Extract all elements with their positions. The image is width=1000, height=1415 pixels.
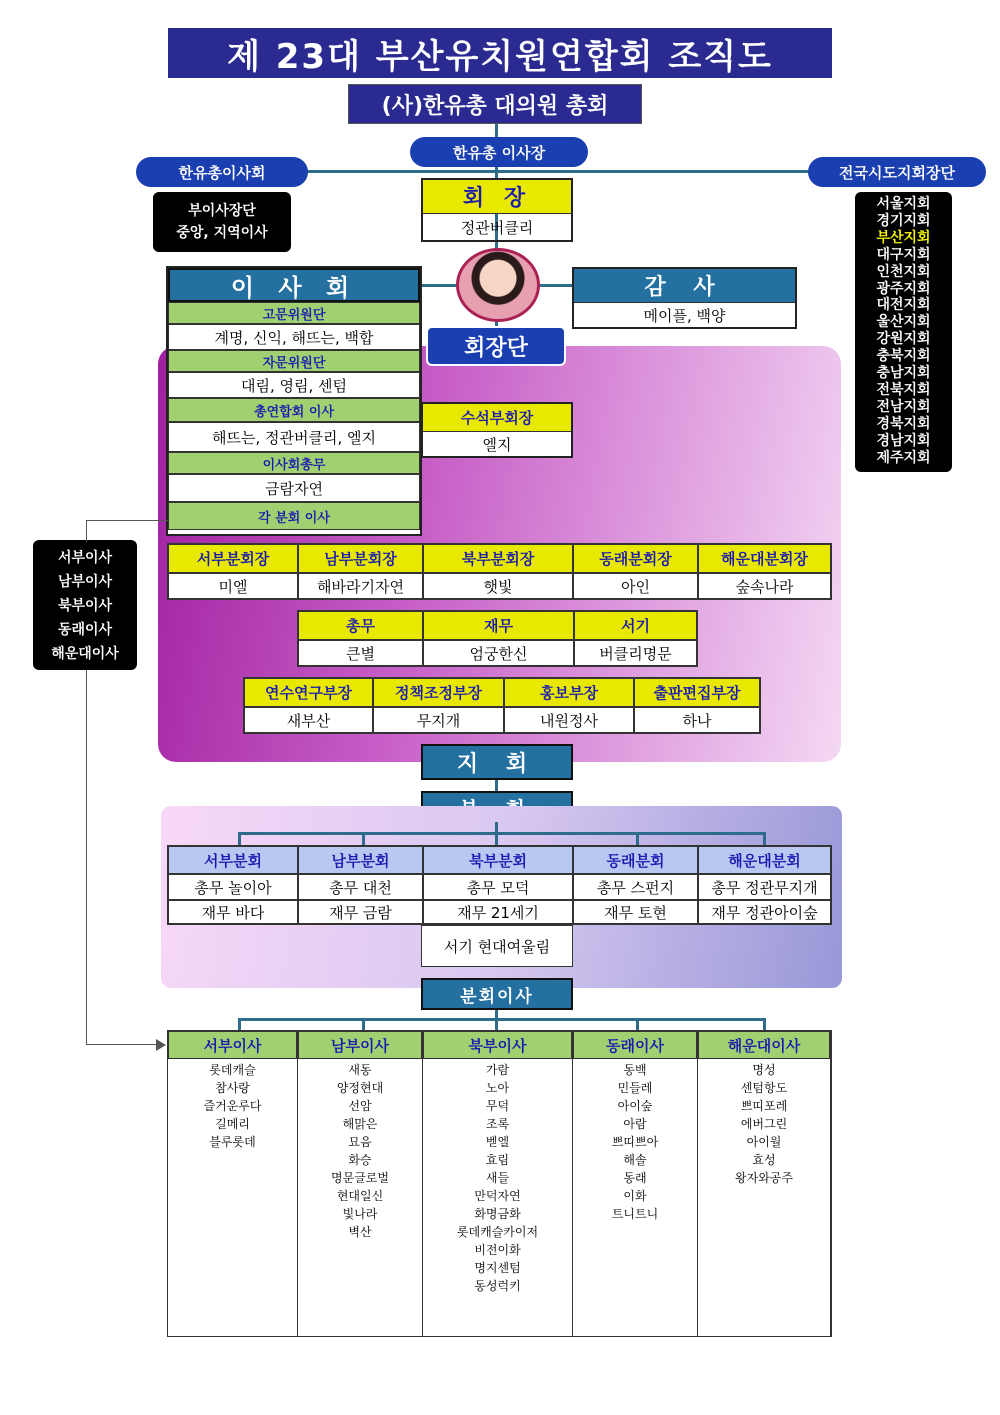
region-item: 전남지회 [876, 398, 931, 415]
director-member: 새동 [348, 1063, 372, 1077]
director-member: 비전이화 [474, 1243, 521, 1257]
director-head: 서부이사 [168, 1031, 297, 1059]
connector-line [636, 1018, 639, 1030]
board-box [166, 266, 422, 536]
connector-line [230, 170, 850, 173]
director-member: 트니트니 [611, 1207, 659, 1221]
officer-head: 서기 [574, 611, 697, 640]
director-member: 화승 [348, 1153, 372, 1167]
director-column [698, 1031, 831, 1336]
president-box [421, 178, 573, 242]
side-directors [33, 540, 137, 670]
director-member: 참사랑 [215, 1081, 250, 1095]
director-member: 블루롯데 [209, 1135, 256, 1149]
director-column [298, 1031, 423, 1336]
vp-table [167, 543, 832, 600]
director-member: 민들레 [617, 1081, 653, 1095]
board-row-value: 계명, 신익, 해뜨는, 백합 [168, 324, 420, 350]
director-members [573, 1059, 697, 1223]
director-member: 노아 [485, 1081, 510, 1095]
director-column [423, 1031, 573, 1336]
director-head: 동래이사 [573, 1031, 697, 1059]
division-treasurer: 총무 모덕 [423, 874, 573, 900]
division-treasurer: 총무 스펀지 [573, 874, 698, 900]
regions-list [855, 192, 952, 472]
director-head: 북부이사 [423, 1031, 572, 1059]
dept-value: 새부산 [244, 707, 373, 733]
dept-value: 내원정사 [504, 707, 634, 733]
exec-team-label: 회장단 [426, 326, 566, 366]
division-column [423, 846, 573, 924]
table-column [573, 544, 698, 599]
senior-vp-label: 수석부회장 [423, 404, 571, 432]
dept-head: 홍보부장 [504, 678, 634, 707]
arrow-line [86, 520, 168, 521]
board-left-pill: 한유총이사회 [136, 157, 308, 187]
connector-line [238, 832, 241, 846]
president-label: 회 장 [423, 180, 571, 214]
director-table [167, 1030, 832, 1337]
connector-line [763, 832, 766, 846]
director-members [298, 1059, 422, 1241]
table-column [423, 544, 573, 599]
side-director-item: 서부이사 [57, 550, 113, 566]
arrow-line [86, 1044, 158, 1045]
region-item: 경북지회 [876, 415, 931, 432]
division-head: 북부분회 [423, 846, 573, 874]
director-member: 효림 [485, 1153, 510, 1167]
director-member: 효성 [752, 1153, 776, 1167]
division-treasurer: 총무 정관무지개 [698, 874, 831, 900]
director-head: 해운대이사 [698, 1031, 830, 1059]
table-column [373, 678, 504, 733]
region-item: 강원지회 [876, 331, 931, 348]
director-members [698, 1059, 830, 1187]
connector-line [238, 832, 766, 835]
director-member: 만덕자연 [474, 1189, 521, 1203]
table-column [574, 611, 697, 666]
table-column [298, 611, 423, 666]
director-member: 롯데캐슬카이저 [456, 1225, 539, 1239]
officer-head: 재무 [423, 611, 574, 640]
vp-value: 숲속나라 [698, 573, 831, 599]
director-member: 해솔 [623, 1153, 647, 1167]
board-right-pill: 전국시도지회장단 [808, 157, 986, 187]
division-table [167, 845, 832, 925]
director-member: 센텀항도 [740, 1081, 788, 1095]
division-head: 남부분회 [298, 846, 423, 874]
board-row-value: 해뜨는, 정관버클리, 엘지 [168, 422, 420, 452]
div-directors-label: 분회이사 [421, 978, 573, 1010]
board-row-head: 자문위원단 [168, 350, 420, 372]
audit-label: 감 사 [574, 269, 795, 303]
director-member: 화명금화 [474, 1207, 521, 1221]
division-column [698, 846, 831, 924]
connector-line [238, 1018, 241, 1030]
vp-value: 햇빛 [423, 573, 573, 599]
division-finance: 재무 토현 [573, 900, 698, 924]
table-column [698, 544, 831, 599]
division-finance: 재무 바다 [168, 900, 298, 924]
connector-line [362, 832, 365, 846]
director-member: 롯데캐슬 [209, 1063, 256, 1077]
director-column [573, 1031, 698, 1336]
connector-line [362, 1018, 365, 1030]
director-member: 벽산 [348, 1225, 372, 1239]
officers-table [297, 610, 698, 667]
director-member: 무덕 [485, 1099, 510, 1113]
division-head: 서부분회 [168, 846, 298, 874]
connector-line [238, 1018, 766, 1021]
director-member: 명성 [752, 1063, 776, 1077]
vp-value: 해바라기자연 [298, 573, 423, 599]
senior-vp-value: 엘지 [482, 435, 512, 454]
board-row-head: 고문위원단 [168, 302, 420, 324]
region-item: 광주지회 [876, 280, 931, 297]
division-head: 동래분회 [573, 846, 698, 874]
division-finance: 재무 정관아이숲 [698, 900, 831, 924]
director-member: 조록 [485, 1117, 510, 1131]
vp-head: 해운대분회장 [698, 544, 831, 573]
region-item: 충북지회 [876, 348, 931, 365]
director-member: 현대일신 [336, 1189, 384, 1203]
table-column [244, 678, 373, 733]
table-column [634, 678, 760, 733]
board-label: 이 사 회 [168, 268, 420, 302]
table-column [504, 678, 634, 733]
table-column [168, 544, 298, 599]
branch-label: 지 회 [421, 744, 573, 780]
side-director-item: 북부이사 [57, 598, 113, 614]
region-item: 부산지회 [876, 229, 931, 246]
arrow-head-icon [156, 1039, 166, 1051]
region-item: 울산지회 [876, 314, 931, 331]
dept-head: 연수연구부장 [244, 678, 373, 707]
board-row-head: 총연합회 이사 [168, 398, 420, 422]
side-director-item: 동래이사 [57, 622, 113, 638]
division-treasurer: 총무 대천 [298, 874, 423, 900]
director-member: 동래 [623, 1171, 647, 1185]
dept-table [243, 677, 761, 734]
chairman-pill: 한유총 이사장 [410, 137, 588, 167]
dept-value: 무지개 [373, 707, 504, 733]
table-column [423, 611, 574, 666]
director-member: 가람 [485, 1063, 510, 1077]
director-column [168, 1031, 298, 1336]
division-finance: 재무 금람 [298, 900, 423, 924]
director-head: 남부이사 [298, 1031, 422, 1059]
audit-value: 메이플, 백양 [643, 306, 726, 325]
member-text: 부이사장단 [188, 203, 256, 219]
officer-value: 버클리명문 [574, 640, 697, 666]
region-item: 서울지회 [876, 196, 931, 212]
director-member: 해맑은 [342, 1117, 378, 1131]
director-members [168, 1059, 297, 1151]
board-left-members [153, 192, 291, 252]
page-title: 제 23대 부산유치원연합회 조직도 [168, 28, 832, 78]
vp-head: 남부분회장 [298, 544, 423, 573]
connector-line [495, 822, 498, 846]
region-item: 대전지회 [876, 297, 931, 314]
arrow-line [86, 670, 87, 1044]
connector-line [636, 832, 639, 846]
director-member: 묘음 [348, 1135, 372, 1149]
table-column [298, 544, 423, 599]
connector-line [763, 1018, 766, 1030]
director-member: 아람 [623, 1117, 647, 1131]
division-finance: 재무 21세기 [423, 900, 573, 924]
region-item: 전북지회 [876, 381, 931, 398]
director-member: 즐거운루다 [203, 1099, 262, 1113]
region-item: 대구지회 [876, 246, 931, 263]
side-director-item: 남부이사 [57, 574, 113, 590]
director-member: 빛나라 [342, 1207, 378, 1221]
region-item: 경기지회 [876, 212, 931, 229]
president-photo [456, 248, 540, 322]
director-member: 벧엘 [485, 1135, 510, 1149]
board-row-head: 이사회총무 [168, 452, 420, 474]
board-row-value: 대림, 영림, 센텀 [168, 372, 420, 398]
vp-value: 미엘 [168, 573, 298, 599]
director-member: 명지센텀 [474, 1261, 521, 1275]
director-member: 쁘띠쁘아 [611, 1135, 659, 1149]
vp-value: 아인 [573, 573, 698, 599]
secretary-cell: 서기 현대여울림 [421, 925, 573, 967]
director-member: 이화 [623, 1189, 647, 1203]
division-column [168, 846, 298, 924]
region-item: 충남지회 [876, 365, 931, 382]
general-assembly-box: (사)한유총 대의원 총회 [348, 84, 642, 124]
division-column [573, 846, 698, 924]
director-members [423, 1059, 572, 1295]
division-column [298, 846, 423, 924]
region-item: 인천지회 [876, 263, 931, 280]
audit-box [572, 267, 797, 329]
director-member: 선암 [348, 1099, 372, 1113]
region-item: 제주지회 [876, 449, 931, 466]
director-member: 아이숲 [617, 1099, 653, 1113]
division-treasurer: 총무 놀이아 [168, 874, 298, 900]
director-member: 아이월 [746, 1135, 782, 1149]
region-item: 경남지회 [876, 432, 931, 449]
president-name: 정관버클리 [460, 218, 534, 237]
dept-head: 출판편집부장 [634, 678, 760, 707]
vp-head: 동래분회장 [573, 544, 698, 573]
director-member: 동성럭키 [474, 1279, 521, 1293]
director-member: 에버그린 [740, 1117, 788, 1131]
arrow-line [86, 520, 87, 542]
director-member: 명문글로벌 [331, 1171, 389, 1185]
vp-head: 서부분회장 [168, 544, 298, 573]
board-row-value: 금람자연 [168, 474, 420, 502]
senior-vp-box [421, 402, 573, 458]
dept-value: 하나 [634, 707, 760, 733]
dept-head: 정책조정부장 [373, 678, 504, 707]
vp-head: 북부분회장 [423, 544, 573, 573]
officer-value: 엄궁한신 [423, 640, 574, 666]
side-director-item: 해운대이사 [51, 646, 119, 662]
officer-value: 큰별 [298, 640, 423, 666]
member-text: 중앙, 지역이사 [176, 225, 268, 241]
director-member: 쁘띠포레 [740, 1099, 788, 1113]
director-member: 새들 [485, 1171, 510, 1185]
director-member: 길메리 [215, 1117, 250, 1131]
director-member: 동백 [623, 1063, 647, 1077]
officer-head: 총무 [298, 611, 423, 640]
board-row-head: 각 분회 이사 [168, 502, 420, 530]
director-member: 양정현대 [336, 1081, 384, 1095]
division-head: 해운대분회 [698, 846, 831, 874]
director-member: 왕자와공주 [735, 1171, 793, 1185]
